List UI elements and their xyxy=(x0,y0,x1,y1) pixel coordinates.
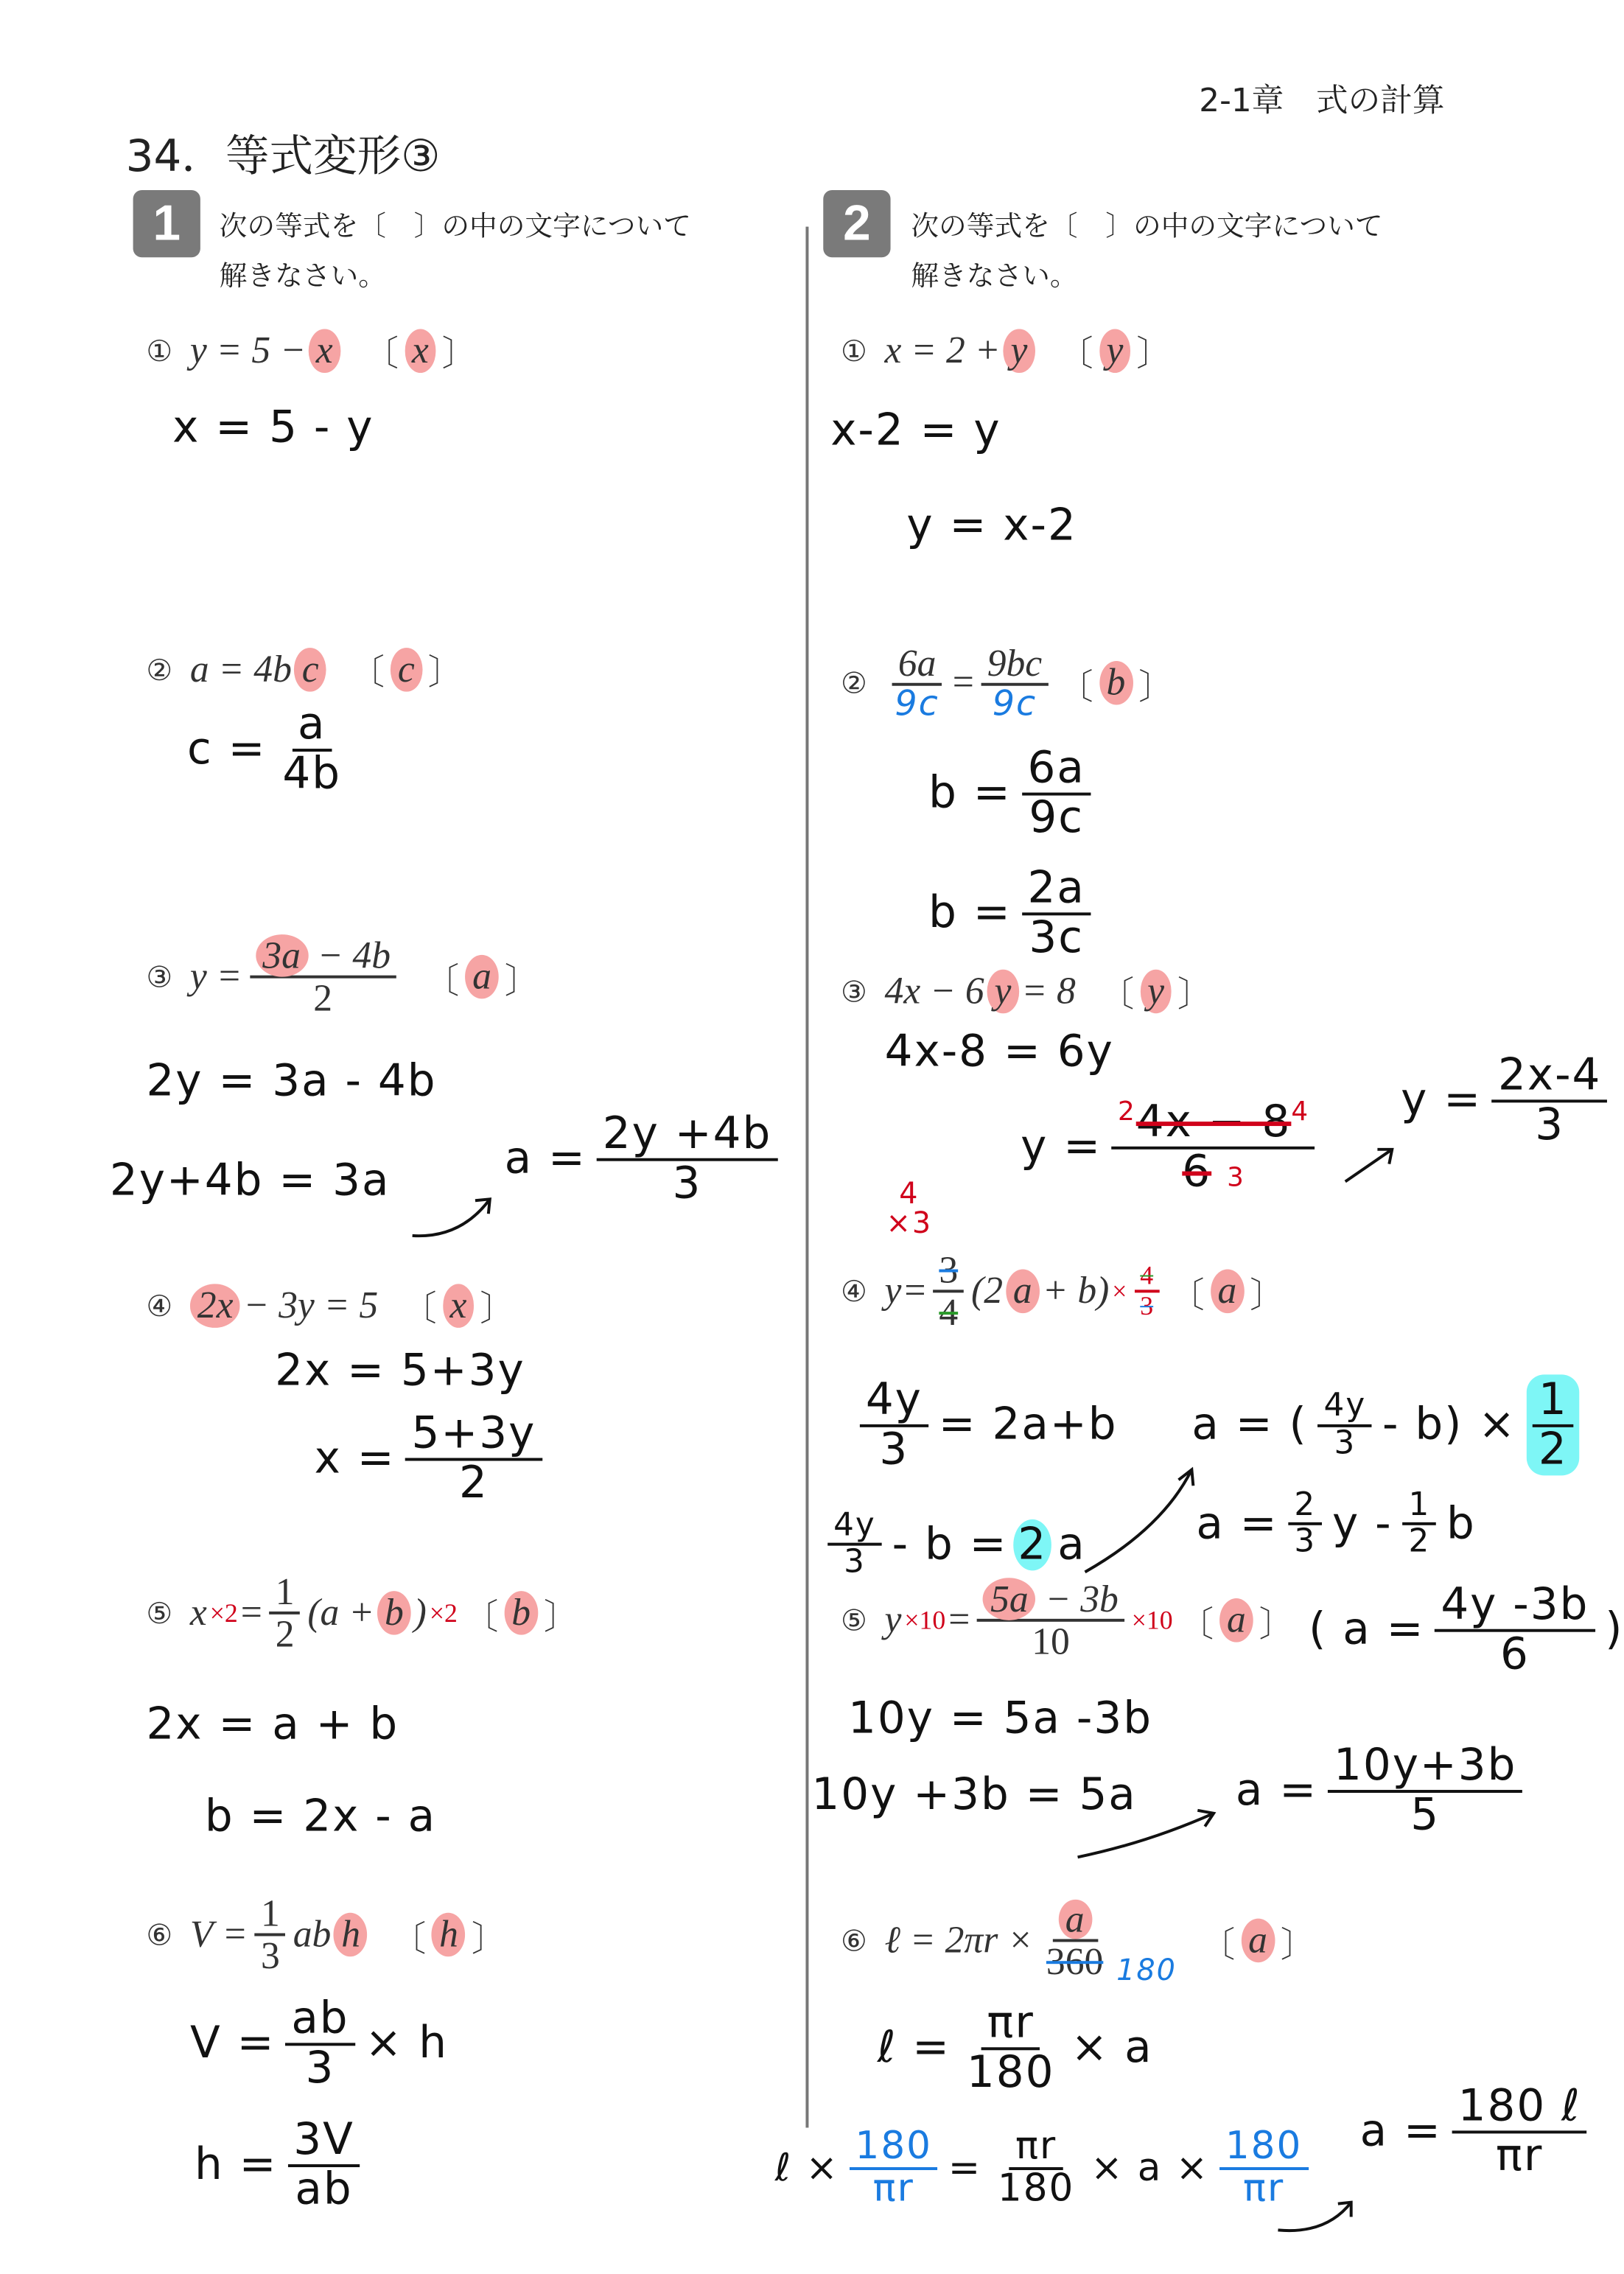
annotation: 4 xyxy=(1291,1096,1310,1128)
bracket: 〕 xyxy=(441,333,477,375)
equation-text: 9b xyxy=(987,642,1026,685)
problem-1-2 xyxy=(146,643,463,694)
annotation-group xyxy=(886,1175,933,1240)
equation-text: V = xyxy=(189,1913,248,1956)
target-variable xyxy=(1058,325,1172,376)
annotation: ×10 xyxy=(904,1605,946,1635)
denominator: 9c xyxy=(1029,791,1085,844)
highlighted-variable: 5a xyxy=(983,1578,1035,1620)
work-text: x = xyxy=(314,1432,396,1485)
fraction xyxy=(1403,1488,1437,1559)
problem-2-3 xyxy=(841,965,1212,1016)
bracket: 〔 xyxy=(391,1918,427,1959)
target-letter: c xyxy=(391,647,422,691)
work-line: x-2 = y xyxy=(830,405,1001,457)
fraction xyxy=(992,2124,1080,2212)
problem-2-4 xyxy=(841,1250,1285,1333)
problem-number: ④ xyxy=(841,1274,867,1309)
problem-2-1 xyxy=(841,325,1172,376)
work-text: a = xyxy=(1196,1498,1278,1550)
fraction xyxy=(1022,743,1091,844)
target-variable xyxy=(1169,1266,1285,1317)
work-line xyxy=(314,1408,547,1509)
numerator: 1 xyxy=(1403,1488,1437,1525)
problem-number: ① xyxy=(146,332,173,368)
work-line xyxy=(1359,2080,1592,2181)
work-text: c = xyxy=(187,724,267,775)
denominator: 3 xyxy=(1334,1424,1357,1462)
highlighted-variable: y xyxy=(1004,329,1035,373)
fraction xyxy=(285,1993,354,2093)
instruction-line: 解きなさい。 xyxy=(219,260,386,293)
work-line: 2y+4b = 3a xyxy=(109,1155,391,1207)
problem-number: ④ xyxy=(146,1287,173,1323)
highlighted-variable: y xyxy=(987,969,1019,1013)
arrow-icon xyxy=(1075,1799,1221,1864)
target-letter: x xyxy=(443,1283,475,1327)
fraction xyxy=(1112,1096,1315,1197)
work-text: = 2a+b xyxy=(938,1399,1118,1451)
fraction xyxy=(276,699,347,800)
fraction xyxy=(255,1894,286,1976)
denominator: 6 xyxy=(1182,1145,1212,1197)
fraction xyxy=(249,936,396,1018)
annotation: ×2 xyxy=(209,1598,238,1628)
problem-number: ⑤ xyxy=(146,1595,173,1631)
work-text: a = xyxy=(1235,1765,1318,1816)
fraction xyxy=(1492,1049,1607,1150)
denominator: 3 xyxy=(305,2042,335,2093)
denominator: 3 xyxy=(1294,1524,1317,1561)
section-2-badge: 2 xyxy=(823,190,890,257)
work-line: b = 2x - a xyxy=(204,1791,437,1843)
problem-2-6 xyxy=(841,1894,1315,1987)
target-letter: a xyxy=(1211,1270,1245,1314)
annotation: ×3 xyxy=(886,1205,933,1240)
equation-text: = xyxy=(904,1270,926,1312)
fraction xyxy=(1527,1374,1580,1475)
numerator: 4y -3b xyxy=(1435,1582,1595,1631)
work-text: b = xyxy=(928,887,1012,940)
work-line: 2x = 5+3y xyxy=(275,1345,525,1397)
target-variable xyxy=(363,325,477,376)
problem-2-2 xyxy=(841,643,1174,723)
fraction xyxy=(1022,862,1091,963)
instruction-line: 解きなさい。 xyxy=(911,260,1078,293)
equation-text: x = 2 + xyxy=(884,328,1001,371)
work-text: ℓ × xyxy=(774,2147,839,2191)
chapter-label: 2-1章 式の計算 xyxy=(1199,83,1445,120)
bracket: 〔 xyxy=(424,960,460,1001)
fraction xyxy=(1452,2080,1587,2181)
bracket: 〕 xyxy=(427,652,463,693)
fraction xyxy=(933,1250,964,1333)
fraction xyxy=(961,1997,1060,2098)
target-variable xyxy=(349,643,463,694)
equation-text: = xyxy=(240,1591,262,1634)
work-line xyxy=(504,1108,782,1209)
work-text: y = xyxy=(1021,1122,1102,1173)
numerator: 4y xyxy=(860,1377,928,1426)
problem-number: ② xyxy=(841,665,867,702)
fraction xyxy=(860,1374,928,1475)
work-line xyxy=(928,743,1096,844)
numerator: − 4b xyxy=(317,934,391,977)
work-line: 4x-8 = 6y xyxy=(884,1026,1114,1078)
work-text: h = xyxy=(194,2139,278,2191)
numerator: πr xyxy=(981,2001,1040,2049)
problem-number: ③ xyxy=(146,959,173,996)
problem-number: ⑤ xyxy=(841,1603,867,1639)
work-line: y = x-2 xyxy=(906,500,1077,552)
fraction xyxy=(1328,1740,1522,1841)
fraction xyxy=(850,2124,938,2212)
fraction xyxy=(597,1108,777,1209)
numerator: 4 xyxy=(1134,1262,1159,1292)
denominator: 360 xyxy=(1046,1940,1104,1983)
equation-text: x xyxy=(189,1591,207,1634)
fraction xyxy=(1435,1579,1595,1680)
denominator: 3 xyxy=(1535,1099,1565,1150)
numerator: 2x-4 xyxy=(1492,1053,1607,1102)
denominator: 3c xyxy=(1029,912,1085,963)
target-letter: a xyxy=(1241,1919,1275,1963)
work-text: b = xyxy=(928,767,1012,819)
work-text: a = xyxy=(1359,2105,1442,2158)
bracket: 〕 xyxy=(1177,973,1213,1015)
numerator: 3V xyxy=(287,2118,360,2166)
highlighted-variable: a xyxy=(1058,1899,1092,1939)
annotation: × xyxy=(1112,1276,1127,1306)
bracket: 〔 xyxy=(401,1288,437,1329)
bracket: 〔 xyxy=(363,333,399,375)
target-variable xyxy=(1099,965,1213,1016)
equation-text: (a + xyxy=(307,1591,375,1634)
equation-text: ab xyxy=(293,1913,332,1956)
target-letter: h xyxy=(432,1913,466,1957)
problem-number: ⑥ xyxy=(841,1923,867,1959)
equation-text: = 8 xyxy=(1021,968,1076,1012)
work-line xyxy=(1021,1096,1320,1197)
annotation: 4 xyxy=(899,1175,920,1211)
highlighted-variable: a xyxy=(1006,1270,1040,1314)
numerator: 1 xyxy=(255,1894,286,1937)
equation-text: y = xyxy=(189,955,242,998)
problem-1-3 xyxy=(146,936,539,1018)
bracket: 〔 xyxy=(1169,1275,1205,1316)
equation-text: a = 4b xyxy=(189,647,292,690)
denominator: 3 xyxy=(879,1423,909,1475)
fraction xyxy=(1318,1390,1372,1460)
equation-text: = xyxy=(948,1598,970,1642)
numerator: 1 xyxy=(1533,1377,1574,1426)
fraction xyxy=(1040,1899,1109,1981)
work-line xyxy=(1191,1374,1583,1475)
highlighted-variable: 2x xyxy=(190,1283,241,1327)
denominator: 10 xyxy=(1032,1620,1070,1663)
fraction xyxy=(889,643,945,723)
numerator: 10y+3b xyxy=(1328,1743,1522,1792)
bracket: 〕 xyxy=(543,1596,579,1638)
bracket: 〕 xyxy=(1138,666,1174,707)
problem-1-5 xyxy=(146,1572,578,1654)
work-line xyxy=(1235,1740,1527,1841)
denominator: 2 xyxy=(1538,1423,1568,1475)
annotation: 180 xyxy=(1116,1952,1177,1987)
work-line xyxy=(823,1509,1085,1580)
fraction xyxy=(1134,1262,1159,1320)
work-text: y - xyxy=(1332,1498,1393,1550)
problem-number: ③ xyxy=(841,973,867,1009)
work-text: × a × xyxy=(1091,2147,1210,2191)
work-text: b xyxy=(1446,1498,1476,1550)
equation-text: ℓ = 2πr × xyxy=(884,1918,1034,1962)
work-line xyxy=(1196,1488,1476,1559)
denominator: 5 xyxy=(1410,1789,1441,1841)
target-letter: a xyxy=(1219,1599,1253,1643)
highlighted-variable: h xyxy=(334,1913,368,1957)
numerator: πr xyxy=(1009,2127,1063,2170)
fraction xyxy=(981,643,1048,723)
highlighted-variable: c xyxy=(295,647,326,691)
section-1-badge: 1 xyxy=(133,190,200,257)
work-line xyxy=(1401,1049,1611,1150)
instruction-line: 次の等式を〔 〕の中の文字について xyxy=(219,210,691,243)
denominator: πr xyxy=(1496,2130,1544,2181)
fraction xyxy=(1288,1488,1322,1559)
work-text: - b = xyxy=(892,1519,1008,1570)
problem-number: ② xyxy=(146,651,173,687)
work-line xyxy=(189,1993,448,2093)
target-variable xyxy=(424,952,540,1003)
numerator: 1 xyxy=(270,1572,301,1614)
equation-text: (2 xyxy=(971,1270,1004,1312)
target-letter: b xyxy=(1099,661,1133,705)
denominator: πr xyxy=(1242,2167,1285,2212)
equation-text: + b) xyxy=(1042,1270,1110,1312)
bracket: 〔 xyxy=(1058,333,1093,375)
annotation: ×2 xyxy=(429,1598,458,1628)
problem-number: ① xyxy=(841,332,867,368)
equation-text: y xyxy=(884,1270,902,1312)
work-line: 2x = a + b xyxy=(146,1698,399,1751)
denominator: 3 xyxy=(261,1935,280,1978)
fraction xyxy=(827,1509,881,1580)
arrow-icon xyxy=(1275,2194,1362,2238)
bracket: 〕 xyxy=(1136,333,1172,375)
bracket: 〔 xyxy=(1058,666,1093,707)
bracket: 〕 xyxy=(1250,1275,1285,1316)
numerator: 4x − 8 xyxy=(1135,1096,1292,1148)
equation-text: y xyxy=(884,1598,902,1642)
problem-1-6 xyxy=(146,1894,506,1976)
page-title: 34．等式変形③ xyxy=(125,131,441,183)
work-text: y = xyxy=(1401,1074,1483,1127)
work-text: a xyxy=(1057,1519,1086,1570)
highlighted-variable: b xyxy=(377,1592,411,1636)
annotation: 3 xyxy=(1227,1161,1245,1193)
equation-text: 4x − 6 xyxy=(884,968,984,1012)
problem-number: ⑥ xyxy=(146,1917,173,1953)
denominator: 2 xyxy=(275,1613,295,1656)
denominator: 2 xyxy=(313,977,333,1020)
annotation: 9c xyxy=(992,683,1037,724)
work-text: a = ( xyxy=(1191,1399,1308,1451)
target-variable xyxy=(1179,1595,1295,1646)
fraction xyxy=(977,1579,1124,1662)
work-line xyxy=(187,699,351,800)
bracket: 〕 xyxy=(1280,1923,1316,1965)
numerator: 2y +4b xyxy=(597,1111,777,1160)
work-text: ℓ = xyxy=(877,2022,951,2074)
highlighted-variable: x xyxy=(309,329,340,373)
target-variable xyxy=(391,1909,507,1960)
target-letter: x xyxy=(405,329,436,373)
denominator: 3 xyxy=(1140,1291,1154,1321)
work-line xyxy=(928,862,1096,963)
equation-text: − 3y = 5 xyxy=(243,1283,379,1326)
numerator: a xyxy=(292,702,332,751)
work-line: 10y = 5a -3b xyxy=(848,1693,1153,1745)
work-line: 2y = 3a - 4b xyxy=(146,1055,437,1108)
numerator: 5+3y xyxy=(406,1411,542,1460)
bracket: 〔 xyxy=(463,1596,499,1638)
numerator: 3 xyxy=(933,1250,964,1293)
fraction xyxy=(270,1572,301,1654)
work-line xyxy=(194,2114,365,2215)
numerator: − 3b xyxy=(1045,1578,1119,1620)
fraction xyxy=(406,1408,542,1509)
problem-2-5 xyxy=(841,1579,1294,1662)
work-text: - b) × xyxy=(1382,1399,1517,1451)
target-variable xyxy=(402,1279,515,1330)
denominator: ab xyxy=(295,2163,353,2215)
target-letter: a xyxy=(465,955,499,999)
denominator: 180 xyxy=(997,2167,1075,2212)
highlighted-coefficient: 2 xyxy=(1013,1519,1051,1570)
problem-1-1 xyxy=(146,325,477,376)
denominator: 180 xyxy=(966,2046,1055,2098)
numerator: 180 xyxy=(1219,2127,1308,2170)
equation-text: y = 5 − xyxy=(189,328,306,371)
section-1-instruction xyxy=(220,202,691,301)
work-text: ( a = xyxy=(1309,1603,1425,1656)
numerator: 4y xyxy=(827,1509,881,1546)
work-text: V = xyxy=(189,2018,276,2070)
arrow-icon xyxy=(1082,1463,1200,1580)
work-line xyxy=(774,2124,1312,2212)
annotation: 9c xyxy=(895,683,939,724)
arrow-icon xyxy=(1343,1144,1401,1188)
bracket: 〕 xyxy=(504,960,540,1001)
bracket: 〔 xyxy=(1178,1603,1214,1645)
denominator: 6 xyxy=(1499,1628,1530,1680)
work-line xyxy=(877,1997,1153,2098)
arrow-icon xyxy=(410,1192,497,1242)
equation-text: ) xyxy=(413,1591,427,1634)
denominator: πr xyxy=(872,2167,914,2212)
target-letter: y xyxy=(1140,969,1172,1013)
denominator: 4b xyxy=(282,748,342,800)
target-letter: b xyxy=(504,1592,538,1636)
work-line xyxy=(1309,1579,1624,1680)
target-variable xyxy=(1058,657,1174,708)
bracket: 〔 xyxy=(1200,1923,1236,1965)
fraction xyxy=(287,2114,360,2215)
numerator: 6a xyxy=(892,643,942,686)
numerator: 6a xyxy=(1022,746,1091,794)
work-text: × a xyxy=(1071,2022,1153,2074)
numerator: 4y xyxy=(1318,1390,1372,1427)
work-text: = xyxy=(948,2147,982,2191)
work-text: × h xyxy=(365,2018,448,2070)
work-line xyxy=(855,1374,1118,1475)
target-letter: y xyxy=(1099,329,1131,373)
bracket: 〕 xyxy=(471,1918,507,1959)
bracket: 〔 xyxy=(1099,973,1135,1015)
work-text: ) xyxy=(1605,1603,1624,1656)
denominator: 2 xyxy=(1408,1524,1431,1561)
column-divider xyxy=(805,227,808,2128)
denominator: 3 xyxy=(844,1544,866,1581)
numerator: 2a xyxy=(1022,866,1091,914)
numerator: 180 xyxy=(850,2127,938,2170)
highlighted-variable: 3a xyxy=(255,934,307,977)
work-line: x = 5 - y xyxy=(172,402,374,454)
equation-text: = xyxy=(952,661,974,704)
section-2-instruction xyxy=(911,202,1382,301)
denominator: 3 xyxy=(672,1157,702,1209)
numerator: 180 ℓ xyxy=(1452,2084,1587,2133)
numerator: ab xyxy=(285,1996,354,2045)
target-variable xyxy=(1200,1915,1316,1966)
annotation: ×10 xyxy=(1131,1605,1173,1635)
bracket: 〔 xyxy=(349,652,385,693)
work-text: a = xyxy=(504,1133,587,1185)
bracket: 〕 xyxy=(480,1288,515,1329)
equation-text: c xyxy=(1025,642,1043,685)
annotation: 2 xyxy=(1118,1096,1136,1128)
bracket: 〕 xyxy=(1259,1603,1295,1645)
numerator: 2 xyxy=(1288,1488,1322,1525)
instruction-line: 次の等式を〔 〕の中の文字について xyxy=(911,210,1383,243)
work-line: 10y +3b = 5a xyxy=(811,1769,1137,1821)
problem-1-4 xyxy=(146,1279,514,1330)
denominator: 2 xyxy=(458,1457,489,1509)
target-variable xyxy=(463,1588,579,1639)
denominator: 4 xyxy=(939,1291,959,1334)
